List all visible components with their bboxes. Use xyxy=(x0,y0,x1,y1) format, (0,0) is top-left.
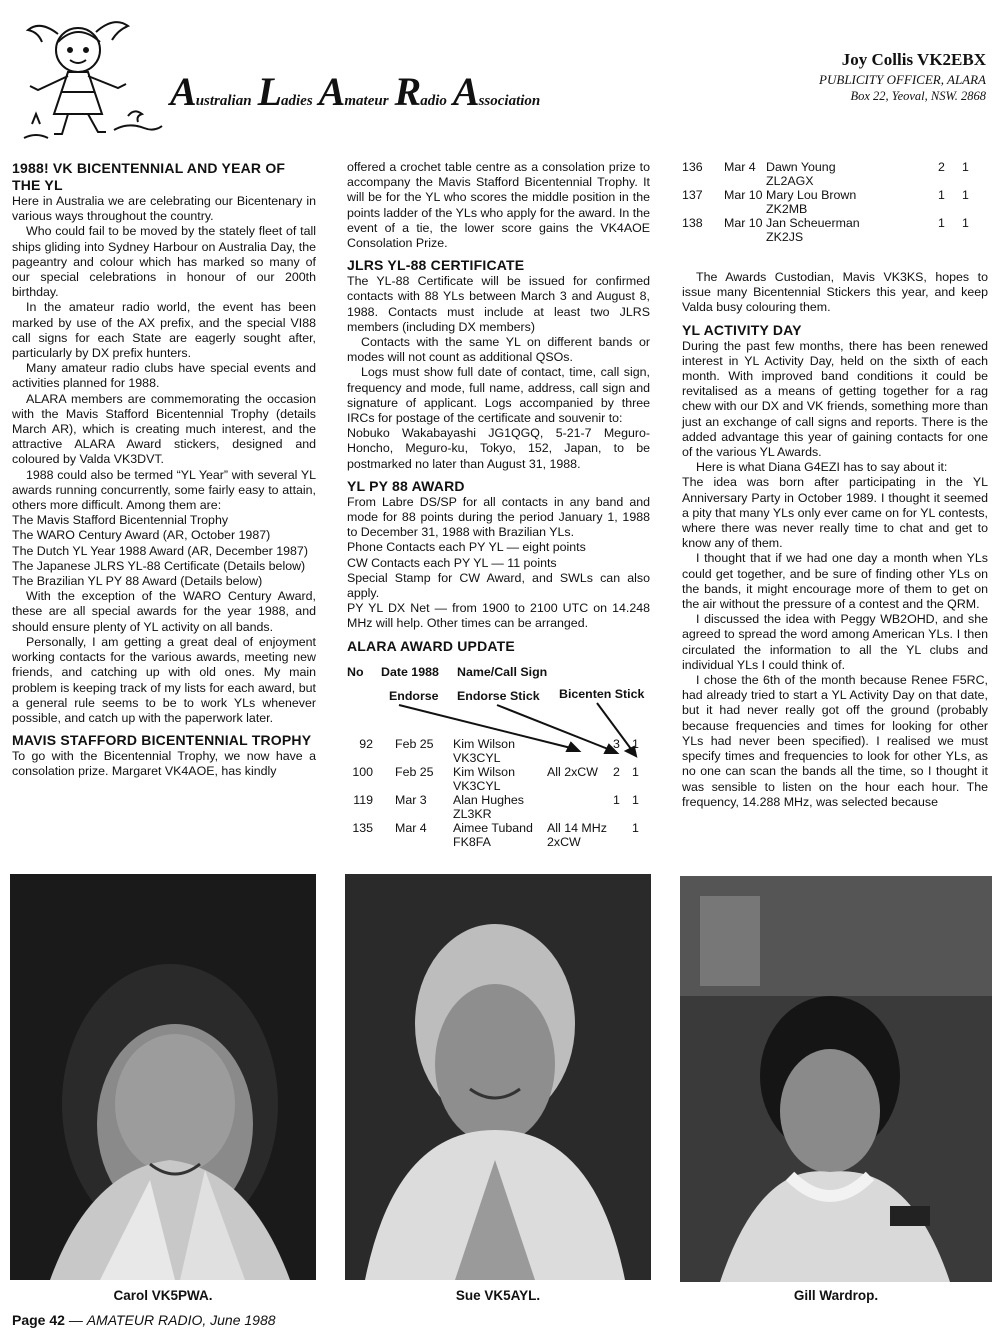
table-row xyxy=(347,737,650,765)
col-header-endorse: Endorse xyxy=(389,688,439,703)
title-word-association: ssociation xyxy=(478,93,541,109)
paragraph: CW Contacts each PY YL — 11 points xyxy=(347,555,557,570)
heading-mavis-stafford: MAVIS STAFFORD BICENTENNIAL TROPHY xyxy=(12,732,312,749)
paragraph: I discussed the idea with Peggy WB2OHD, and she agreed to spread the word among American YLs. I then circulated the information to all the YL clubs and individual YLs I could think of. xyxy=(682,612,988,672)
cell-name xyxy=(453,821,533,849)
cell-name xyxy=(453,793,524,821)
col-header-date: Date 1988 xyxy=(381,664,439,679)
caption-gill: Gill Wardrop. xyxy=(793,1288,879,1303)
cell-bicenten-stick: 1 xyxy=(632,820,639,835)
paragraph: I chose the 6th of the month because Renee F5RC, had already tried to start a YL Activity Day on that date, but it had never really got off the ground (probably because frequencies and times for looking for other YLs had never been specified). I realised we must specify times and frequencies to look for other YLs, as no one can scan the bands all the time, so I thought it was sensible to listen on the hour each hour. The frequency, 14.288 MHz, was selected because xyxy=(682,673,988,809)
cell-name-text: Mary Lou Brown xyxy=(766,188,857,202)
table-row xyxy=(347,821,650,849)
cell-endorse-stick: 2 xyxy=(613,764,620,779)
column-3 xyxy=(682,160,988,810)
cell-name-text: Dawn Young xyxy=(766,160,836,174)
portrait-woman-1-icon xyxy=(10,874,316,1280)
cell-name xyxy=(766,216,860,244)
association-title xyxy=(170,68,546,115)
magazine-issue: AMATEUR RADIO, June 1988 xyxy=(86,1312,276,1328)
paragraph: In the amateur radio world, the event has been marked by use of the AX prefix, and the special VI88 call signs for each State are eagerly sought after, particularly by DX prefix hunters. xyxy=(12,300,316,361)
list-item: The Japanese JLRS YL-88 Certificate (Details below) xyxy=(12,558,306,573)
cell-bicenten-stick: 1 xyxy=(632,736,639,751)
cell-bicenten-stick: 1 xyxy=(632,792,639,807)
heading-yl-py-88: YL PY 88 AWARD xyxy=(347,477,465,494)
paragraph: offered a crochet table centre as a consolation prize to accompany the Mavis Stafford Bicentennial Trophy. It will be for the YL who scores the middle position in the points ladder of the YLs who apply for the award. In the event of a tie, the lower score gains the VK4AOE Consolation Prize. xyxy=(347,160,650,251)
cell-date: Mar 10 xyxy=(724,188,763,202)
paragraph: During the past few months, there has been renewed interest in YL Activity Day, held on the sixth of each month. With improved band conditions it could be revitalised as a means of getting together for a rag chew with our DX and VK friends, something more than just an exchange of call signs and reports. There is the added advantage this year of gaining contacts for one of the various YL Awards. xyxy=(682,338,988,460)
page-footer xyxy=(12,1312,276,1328)
page-header xyxy=(0,0,1000,150)
heading-jlrs: JLRS YL-88 CERTIFICATE xyxy=(347,257,525,274)
cell-name-text: Alan Hughes xyxy=(453,792,524,807)
photo-sue xyxy=(345,874,651,1280)
paragraph: Nobuko Wakabayashi JG1QGQ, 5-21-7 Meguro-Honcho, Meguro-ku, Tokyo, 152, Japan, to be postmarked no later than August 31, 1988. xyxy=(347,426,650,471)
paragraph: The Awards Custodian, Mavis VK3KS, hopes to issue many Bicentennial Stickers this year, and keep Valda busy colouring them. xyxy=(682,270,988,315)
paragraph: Phone Contacts each PY YL — eight points xyxy=(347,540,586,555)
paragraph: Here is what Diana G4EZI has to say about it: xyxy=(696,460,948,475)
cell-endorse-stick: 2 xyxy=(938,160,945,174)
cell-date: Feb 25 xyxy=(395,736,434,751)
col-header-name: Name/Call Sign xyxy=(457,664,548,679)
caption-carol: Carol VK5PWA. xyxy=(113,1288,213,1303)
portrait-woman-2-icon xyxy=(345,874,651,1280)
cell-name-text: Kim Wilson xyxy=(453,764,515,779)
page-number: Page 42 xyxy=(12,1312,65,1328)
cell-date: Feb 25 xyxy=(395,764,434,779)
paragraph: ALARA members are commemorating the occasion with the Mavis Stafford Bicentennial Trophy (details March AR), which is creating much interest, and the attractive ALARA Award stickers, designed and coloured by Valda VK3DVT. xyxy=(12,391,316,467)
paragraph: Personally, I am getting a great deal of enjoyment working contacts for the various awards, meeting new friends, and catching up with old ones. My main problem is keeping track of my lists for each award, but a general rule seems to be to work YLs whenever possible, and catch up with the paperwork later. xyxy=(12,634,316,725)
title-initial-r: R xyxy=(394,69,421,114)
col-header-bicenten-stick: Bicenten Stick xyxy=(559,686,645,701)
paragraph: To go with the Bicentennial Trophy, we now have a consolation prize. Margaret VK4AOE, has kindly xyxy=(12,749,316,779)
cell-date: Mar 10 xyxy=(724,216,763,230)
paragraph: Logs must show full date of contact, time, call sign, frequency and mode, full name, address, call sign and signature of applicant. Logs accompanied by three IRCs for postage of the certificate and souvenir to: xyxy=(347,365,650,426)
list-item: The Brazilian YL PY 88 Award (Details below) xyxy=(12,574,263,589)
paragraph: Here in Australia we are celebrating our Bicentenary in various ways throughout the country. xyxy=(12,194,316,224)
photo-gill xyxy=(680,876,992,1282)
cell-endorse-text-2: 2xCW xyxy=(547,834,581,849)
cell-no: 135 xyxy=(352,820,373,835)
cell-name-text: Kim Wilson xyxy=(453,736,515,751)
table-row xyxy=(347,793,650,821)
author-role: PUBLICITY OFFICER, ALARA xyxy=(819,72,986,87)
cell-name xyxy=(766,160,836,188)
cell-endorse-stick: 1 xyxy=(613,792,620,807)
title-word-australian: ustralian xyxy=(195,93,252,109)
table-row xyxy=(682,160,988,188)
paragraph: 1988 could also be termed “YL Year” with several YL awards running concurrently, some fairly easy to attain, others more difficult. Among them are: xyxy=(12,467,316,513)
photo-carol xyxy=(10,874,316,1280)
cell-name-text: Aimee Tuband xyxy=(453,820,533,835)
cell-call-sign: ZL3KR xyxy=(453,806,492,821)
cell-call-sign: FK8FA xyxy=(453,834,491,849)
awards-list xyxy=(12,513,316,589)
cell-date: Mar 4 xyxy=(395,820,427,835)
cell-bicenten-stick: 1 xyxy=(962,160,969,174)
title-initial-a3: A xyxy=(452,69,479,114)
cell-call-sign: ZK2MB xyxy=(766,202,808,216)
title-word-amateur: mateur xyxy=(344,93,389,109)
cell-endorse-stick: 1 xyxy=(938,216,945,230)
cell-no: 138 xyxy=(682,216,703,230)
paragraph: Special Stamp for CW Award, and SWLs can also apply. xyxy=(347,570,650,601)
spacer xyxy=(682,244,988,270)
title-initial-l: L xyxy=(257,69,281,114)
cell-bicenten-stick: 1 xyxy=(632,764,639,779)
alara-girl-logo-icon xyxy=(18,12,168,144)
cell-name-text: Jan Scheuerman xyxy=(766,216,860,230)
paragraph: I thought that if we had one day a month when YLs could get together, and be sure of finding other YLs on the bands, it might encourage more of them to get on the air without the pressure of a contest and the QRM. xyxy=(682,551,988,612)
paragraph: The YL-88 Certificate will be issued for confirmed contacts with 88 YLs between March 3 and August 8, 1988. Contacts must include at least two JLRS members (including DX members) xyxy=(347,274,650,334)
paragraph: Many amateur radio clubs have special events and activities planned for 1988. xyxy=(12,361,316,391)
cell-no: 136 xyxy=(682,160,703,174)
cell-call-sign: ZL2AGX xyxy=(766,174,814,188)
cell-no: 100 xyxy=(352,764,373,779)
heading-bicentennial: 1988! VK BICENTENNIAL AND YEAR OF THE YL xyxy=(12,160,286,193)
heading-alara-award-update: ALARA AWARD UPDATE xyxy=(347,637,515,654)
title-initial-a2: A xyxy=(318,69,345,114)
table-row xyxy=(682,188,988,216)
paragraph: The idea was born after participating in the YL Anniversary Party in October 1989. I thought it seemed a pity that many YLs only ever came on for YL contests, where there was never really time to chat and get to know any of them. xyxy=(682,475,988,551)
paragraph: With the exception of the WARO Century Award, these are all special awards for the year 1988, and should ensure plenty of YL activity on all bands. xyxy=(12,589,316,634)
cell-call-sign: ZK2JS xyxy=(766,230,804,244)
cell-bicenten-stick: 1 xyxy=(962,188,969,202)
author-name: Joy Collis VK2EBX xyxy=(841,50,986,69)
cell-no: 119 xyxy=(353,792,373,807)
cell-name xyxy=(453,737,515,765)
table-row xyxy=(682,216,988,244)
col-header-endorse-stick: Endorse Stick xyxy=(457,688,540,703)
heading-yl-activity-day: YL ACTIVITY DAY xyxy=(682,321,802,338)
table-row xyxy=(347,765,650,793)
cell-bicenten-stick: 1 xyxy=(962,216,969,230)
title-initial-a1: A xyxy=(170,69,196,114)
paragraph: PY YL DX Net — from 1900 to 2100 UTC on 14.248 MHz will help. Other times can be arranged. xyxy=(347,601,650,631)
author-block xyxy=(819,50,986,104)
cell-no: 92 xyxy=(359,736,373,751)
cell-name xyxy=(453,765,515,793)
cell-no: 137 xyxy=(682,188,703,202)
cell-date: Mar 4 xyxy=(724,160,756,174)
list-item: The Mavis Stafford Bicentennial Trophy xyxy=(12,513,229,528)
paragraph: Contacts with the same YL on different bands or modes will not count as additional QSOs. xyxy=(347,335,650,365)
footer-dash: — xyxy=(68,1312,87,1328)
cell-call-sign: VK3CYL xyxy=(453,750,501,765)
title-word-ladies: adies xyxy=(281,93,313,109)
cell-call-sign: VK3CYL xyxy=(453,778,501,793)
cell-date: Mar 3 xyxy=(395,792,427,807)
col-header-no: No xyxy=(347,664,364,679)
cell-name xyxy=(766,188,856,216)
title-word-radio: adio xyxy=(420,93,447,109)
cell-endorse xyxy=(547,821,607,849)
list-item: The WARO Century Award (AR, October 1987) xyxy=(12,528,271,543)
paragraph: Who could fail to be moved by the stately fleet of tall ships gliding into Sydney Harbour on Australia Day, the pageantry and colour which has marked so many of our special celebrations in honour of our 200th birthday. xyxy=(12,224,316,300)
portrait-woman-3-icon xyxy=(680,876,992,1282)
column-2 xyxy=(347,160,650,849)
paragraph: From Labre DS/SP for all contacts in any band and mode for 88 points during the period January 1, 1988 to December 31, 1988 with Brazilian YLs. xyxy=(347,494,650,540)
cell-endorse-text: All 14 MHz xyxy=(547,820,607,835)
list-item: The Dutch YL Year 1988 Award (AR, December 1987) xyxy=(12,543,308,558)
column-1 xyxy=(12,160,316,780)
cell-endorse-stick: 3 xyxy=(613,736,620,751)
award-table-header xyxy=(347,659,650,737)
caption-sue: Sue VK5AYL. xyxy=(455,1288,541,1303)
author-address: Box 22, Yeoval, NSW. 2868 xyxy=(850,89,986,103)
cell-endorse-stick: 1 xyxy=(938,188,945,202)
cell-endorse: All 2xCW xyxy=(547,764,598,779)
